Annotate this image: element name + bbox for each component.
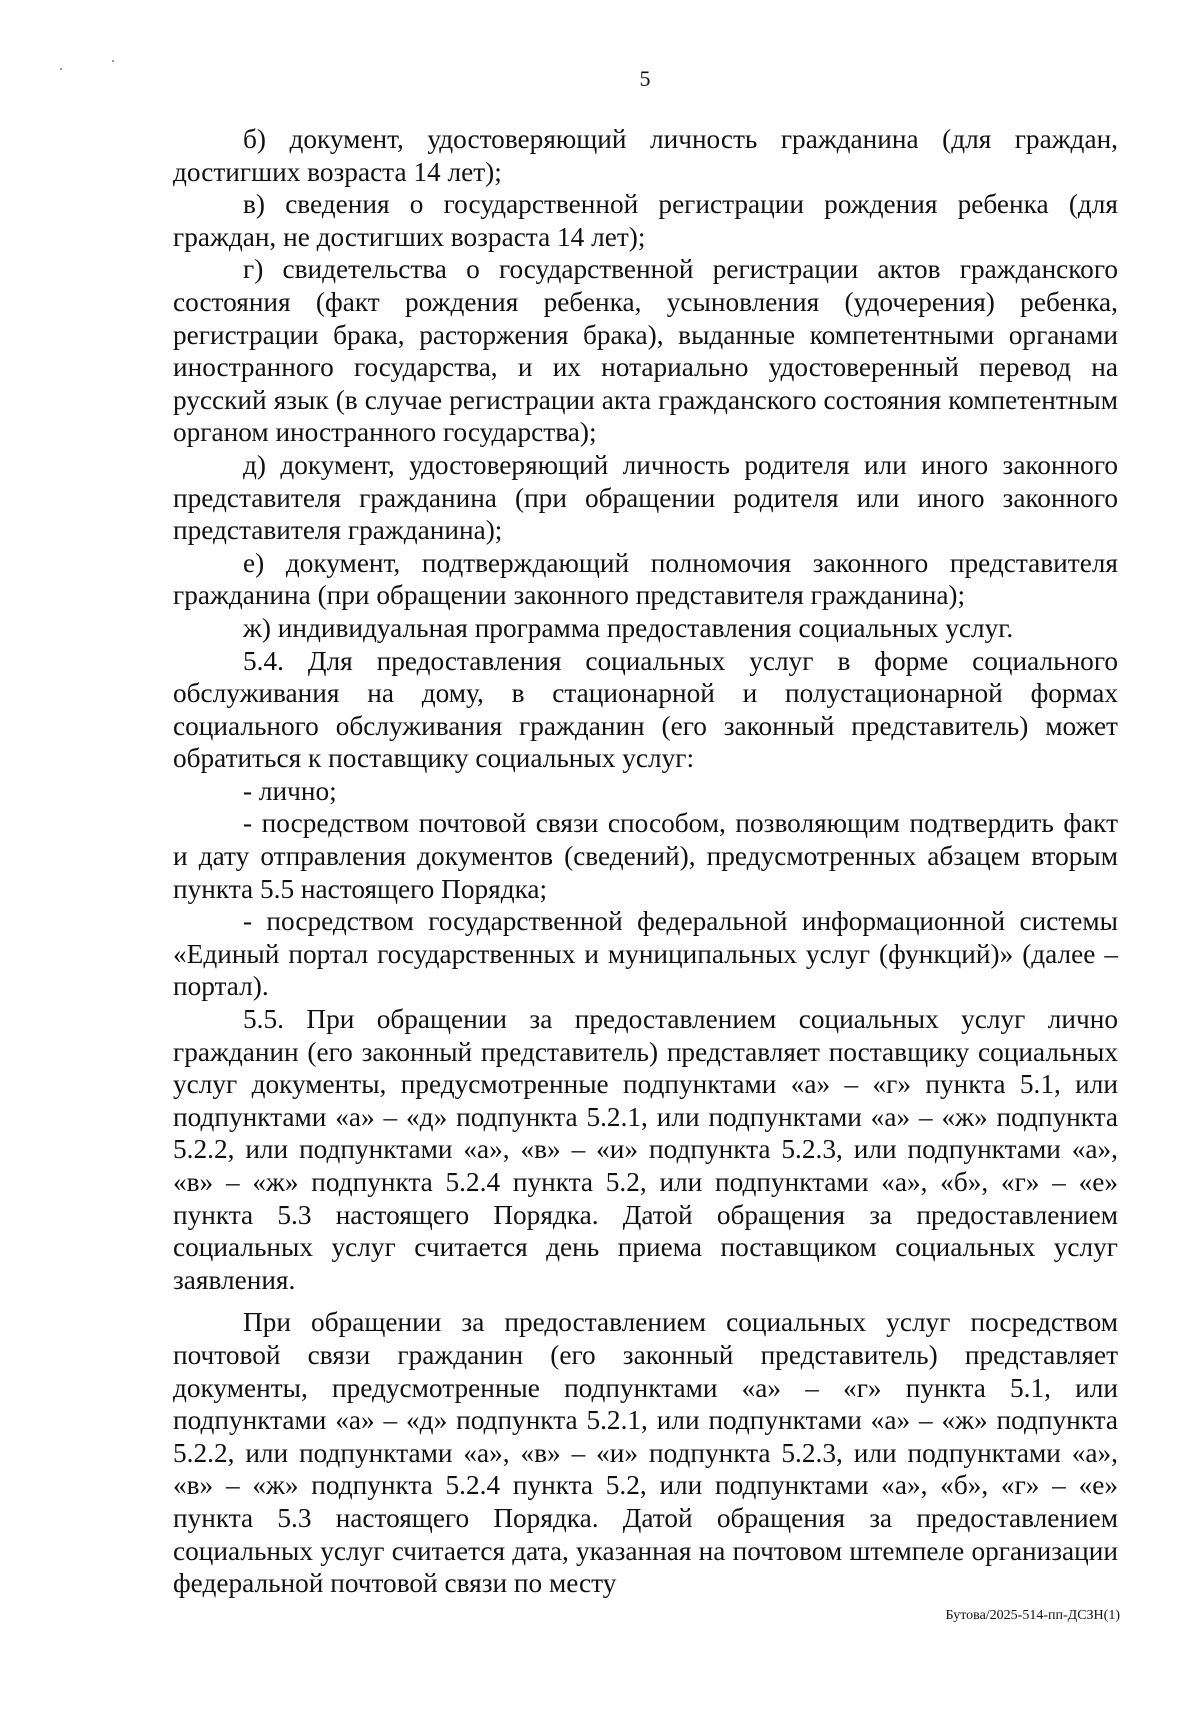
document-code: Бутова/2025-514-пп-ДСЗН(1) <box>945 1608 1120 1623</box>
scan-speck <box>112 60 114 62</box>
paragraph-5-5: 5.5. При обращении за предоставлением социальных услуг лично гражданин (его законный представитель) представляет поставщику социальных услуг документы, предусмотренные подпунктами «а» – «г» пункта 5.1, или подпунктами «а» – «д» подпункта 5.2.1, или подпунктами «а» – «ж» подпункта 5.2.2, или подпунктами «а», «в» – «и» подпункта 5.2.3, или подпунктами «а», «в» – «ж» подпункта 5.2.4 пункта 5.2, или подпунктами «а», «б», «г» – «е» пункта 5.3 настоящего Порядка. Датой обращения за предоставлением социальных услуг считается день приема поставщиком социальных услуг заявления. <box>173 1004 1118 1295</box>
paragraph-item-e: е) документ, подтверждающий полномочия законного представителя гражданина (при обращении законного представителя гражданина); <box>173 547 1118 611</box>
paragraph-item-v: в) сведения о государственной регистрации рождения ребенка (для граждан, не достигших возраста 14 лет); <box>173 189 1118 252</box>
paragraph-item-b: б) документ, удостоверяющий личность гражданина (для граждан, достигших возраста 14 лет); <box>173 124 1118 187</box>
list-item-portal: - посредством государственной федеральной информационной системы «Единый портал государственных и муниципальных услуг (функций)» (далее – портал). <box>173 906 1118 1002</box>
document-body <box>173 123 1118 1600</box>
page-number: 5 <box>639 66 651 91</box>
paragraph-5-4: 5.4. Для предоставления социальных услуг в форме социального обслуживания на дому, в стационарной и полустационарной формах социального обслуживания гражданин (его законный представитель) может обратиться к поставщику социальных услуг: <box>173 645 1118 774</box>
paragraph-item-zh: ж) индивидуальная программа предоставления социальных услуг. <box>243 612 1014 643</box>
paragraph-postal-submission: При обращении за предоставлением социальных услуг посредством почтовой связи гражданин (его законный представитель) представляет документы, предусмотренные подпунктами «а» – «г» пункта 5.1, или подпунктами «а» – «д» подпункта 5.2.1, или подпунктами «а» – «ж» подпункта 5.2.2, или подпунктами «а», «в» – «и» подпункта 5.2.3, или подпунктами «а», «в» – «ж» подпункта 5.2.4 пункта 5.2, или подпунктами «а», «б», «г» – «е» пункта 5.3 настоящего Порядка. Датой обращения за предоставлением социальных услуг считается дата, указанная на почтовом штемпеле организации федеральной почтовой связи по месту <box>173 1307 1118 1599</box>
list-item-personally: - лично; <box>243 775 337 806</box>
paragraph-item-g: г) свидетельства о государственной регистрации актов гражданского состояния (факт рождения ребенка, усыновления (удочерения) ребенка, регистрации брака, расторжения брака), выданные компетентными органами иностранного государства, и их нотариально удостоверенный перевод на русский язык (в случае регистрации акта гражданского состояния компетентным органом иностранного государства); <box>173 254 1118 448</box>
paragraph-item-d: д) документ, удостоверяющий личность родителя или иного законного представителя гражданина (при обращении родителя или иного законного представителя гражданина); <box>173 449 1118 546</box>
list-item-postal: - посредством почтовой связи способом, позволяющим подтвердить факт и дату отправления документов (сведений), предусмотренных абзацем вторым пункта 5.5 настоящего Порядка; <box>173 808 1118 904</box>
